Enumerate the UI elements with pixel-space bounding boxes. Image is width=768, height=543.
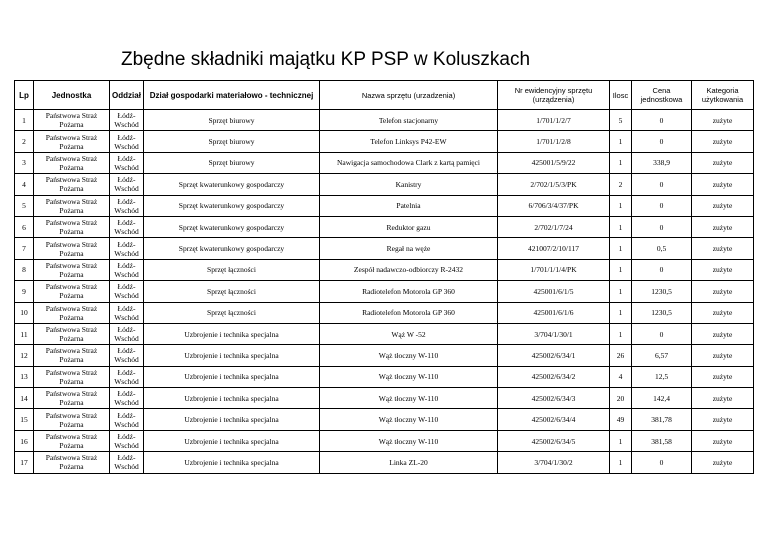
cell-department: Sprzęt kwaterunkowy gospodarczy: [144, 195, 320, 216]
cell-quantity: 5: [610, 110, 632, 131]
cell-branch: Łódź-Wschód: [110, 174, 144, 195]
cell-department: Sprzęt kwaterunkowy gospodarczy: [144, 238, 320, 259]
cell-lp: 5: [15, 195, 34, 216]
cell-lp: 16: [15, 430, 34, 451]
col-header-unit: Jednostka: [34, 81, 110, 110]
col-header-inventory-number: Nr ewidencyjny sprzętu (urządzenia): [498, 81, 610, 110]
cell-quantity: 1: [610, 302, 632, 323]
cell-quantity: 1: [610, 238, 632, 259]
table-row: [15, 302, 754, 323]
cell-equipment-name: Wąż tłoczny W-110: [320, 388, 498, 409]
cell-unit: Państwowa Straż Pożarna: [34, 110, 110, 131]
col-header-quantity: Ilosc: [610, 81, 632, 110]
cell-lp: 7: [15, 238, 34, 259]
cell-category: zużyte: [692, 174, 754, 195]
cell-unit: Państwowa Straż Pożarna: [34, 430, 110, 451]
table-row: [15, 152, 754, 173]
cell-lp: 12: [15, 345, 34, 366]
cell-equipment-name: Nawigacja samochodowa Clark z kartą pamięci: [320, 152, 498, 173]
table-row: [15, 238, 754, 259]
cell-inventory-number: 425002/6/34/5: [498, 430, 610, 451]
cell-equipment-name: Wąż tłoczny W-110: [320, 366, 498, 387]
cell-unit-price: 0: [632, 110, 692, 131]
cell-unit: Państwowa Straż Pożarna: [34, 388, 110, 409]
cell-unit-price: 6,57: [632, 345, 692, 366]
cell-unit: Państwowa Straż Pożarna: [34, 366, 110, 387]
cell-unit-price: 142,4: [632, 388, 692, 409]
table-row: [15, 259, 754, 280]
cell-unit: Państwowa Straż Pożarna: [34, 216, 110, 237]
cell-equipment-name: Telefon stacjonarny: [320, 110, 498, 131]
cell-equipment-name: Wąż W -52: [320, 323, 498, 344]
cell-branch: Łódź-Wschód: [110, 302, 144, 323]
cell-inventory-number: 6/706/3/4/37/PK: [498, 195, 610, 216]
cell-inventory-number: 425002/6/34/1: [498, 345, 610, 366]
cell-unit-price: 381,78: [632, 409, 692, 430]
cell-category: zużyte: [692, 131, 754, 152]
cell-equipment-name: Regał na węże: [320, 238, 498, 259]
cell-unit-price: 0: [632, 452, 692, 473]
cell-lp: 9: [15, 281, 34, 302]
cell-quantity: 1: [610, 152, 632, 173]
cell-department: Uzbrojenie i technika specjalna: [144, 345, 320, 366]
cell-lp: 8: [15, 259, 34, 280]
cell-inventory-number: 1/701/1/2/7: [498, 110, 610, 131]
cell-equipment-name: Zespół nadawczo-odbiorczy R-2432: [320, 259, 498, 280]
cell-unit-price: 12,5: [632, 366, 692, 387]
cell-equipment-name: Wąż tłoczny W-110: [320, 430, 498, 451]
cell-equipment-name: Linka ZL-20: [320, 452, 498, 473]
cell-unit-price: 0: [632, 216, 692, 237]
cell-department: Uzbrojenie i technika specjalna: [144, 323, 320, 344]
cell-lp: 14: [15, 388, 34, 409]
cell-unit-price: 0: [632, 174, 692, 195]
cell-category: zużyte: [692, 238, 754, 259]
cell-quantity: 2: [610, 174, 632, 195]
cell-category: zużyte: [692, 152, 754, 173]
col-header-unit-price: Cena jednostkowa: [632, 81, 692, 110]
cell-unit: Państwowa Straż Pożarna: [34, 409, 110, 430]
cell-branch: Łódź-Wschód: [110, 195, 144, 216]
cell-department: Sprzęt biurowy: [144, 110, 320, 131]
cell-lp: 3: [15, 152, 34, 173]
assets-table: [14, 80, 754, 474]
cell-quantity: 20: [610, 388, 632, 409]
cell-inventory-number: 1/701/1/1/4/PK: [498, 259, 610, 280]
cell-department: Uzbrojenie i technika specjalna: [144, 452, 320, 473]
cell-equipment-name: Kanistry: [320, 174, 498, 195]
cell-equipment-name: Patelnia: [320, 195, 498, 216]
cell-inventory-number: 425001/5/9/22: [498, 152, 610, 173]
table-row: [15, 345, 754, 366]
cell-unit: Państwowa Straż Pożarna: [34, 452, 110, 473]
cell-inventory-number: 3/704/1/30/2: [498, 452, 610, 473]
cell-branch: Łódź-Wschód: [110, 238, 144, 259]
cell-branch: Łódź-Wschód: [110, 152, 144, 173]
table-row: [15, 366, 754, 387]
cell-unit: Państwowa Straż Pożarna: [34, 345, 110, 366]
cell-equipment-name: Reduktor gazu: [320, 216, 498, 237]
cell-unit: Państwowa Straż Pożarna: [34, 281, 110, 302]
table-row: [15, 281, 754, 302]
cell-inventory-number: 2/702/1/7/24: [498, 216, 610, 237]
table-row: [15, 174, 754, 195]
cell-branch: Łódź-Wschód: [110, 345, 144, 366]
cell-department: Uzbrojenie i technika specjalna: [144, 366, 320, 387]
col-header-department: Dział gospodarki materiałowo - technicznej: [144, 81, 320, 110]
table-row: [15, 388, 754, 409]
cell-quantity: 1: [610, 216, 632, 237]
cell-department: Sprzęt łączności: [144, 259, 320, 280]
cell-unit: Państwowa Straż Pożarna: [34, 174, 110, 195]
cell-inventory-number: 421007/2/10/117: [498, 238, 610, 259]
cell-department: Sprzęt łączności: [144, 281, 320, 302]
cell-unit-price: 1230,5: [632, 302, 692, 323]
cell-category: zużyte: [692, 195, 754, 216]
col-header-lp: Lp: [15, 81, 34, 110]
cell-unit: Państwowa Straż Pożarna: [34, 259, 110, 280]
col-header-branch: Oddział: [110, 81, 144, 110]
table-row: [15, 216, 754, 237]
cell-department: Sprzęt biurowy: [144, 131, 320, 152]
cell-category: zużyte: [692, 409, 754, 430]
cell-unit-price: 338,9: [632, 152, 692, 173]
table-row: [15, 452, 754, 473]
cell-quantity: 26: [610, 345, 632, 366]
table-header-row: [15, 81, 754, 110]
table-row: [15, 430, 754, 451]
table-row: [15, 323, 754, 344]
cell-unit: Państwowa Straż Pożarna: [34, 131, 110, 152]
cell-branch: Łódź-Wschód: [110, 388, 144, 409]
cell-unit-price: 0: [632, 195, 692, 216]
cell-department: Sprzęt kwaterunkowy gospodarczy: [144, 216, 320, 237]
cell-lp: 15: [15, 409, 34, 430]
cell-inventory-number: 425002/6/34/3: [498, 388, 610, 409]
cell-category: zużyte: [692, 388, 754, 409]
cell-branch: Łódź-Wschód: [110, 366, 144, 387]
cell-inventory-number: 425001/6/1/5: [498, 281, 610, 302]
cell-unit-price: 0,5: [632, 238, 692, 259]
cell-inventory-number: 425001/6/1/6: [498, 302, 610, 323]
cell-category: zużyte: [692, 216, 754, 237]
cell-category: zużyte: [692, 281, 754, 302]
cell-lp: 17: [15, 452, 34, 473]
cell-quantity: 1: [610, 281, 632, 302]
cell-branch: Łódź-Wschód: [110, 131, 144, 152]
cell-unit-price: 0: [632, 131, 692, 152]
cell-unit: Państwowa Straż Pożarna: [34, 323, 110, 344]
cell-quantity: 4: [610, 366, 632, 387]
cell-lp: 2: [15, 131, 34, 152]
cell-category: zużyte: [692, 366, 754, 387]
col-header-name: Nazwa sprzętu (urzadzenia): [320, 81, 498, 110]
cell-quantity: 1: [610, 430, 632, 451]
cell-equipment-name: Wąż tłoczny W-110: [320, 345, 498, 366]
cell-inventory-number: 425002/6/34/4: [498, 409, 610, 430]
col-header-category: Kategoria użytkowania: [692, 81, 754, 110]
cell-equipment-name: Telefon Linksys P42-EW: [320, 131, 498, 152]
cell-department: Uzbrojenie i technika specjalna: [144, 430, 320, 451]
table-row: [15, 110, 754, 131]
cell-branch: Łódź-Wschód: [110, 452, 144, 473]
cell-category: zużyte: [692, 345, 754, 366]
cell-inventory-number: 425002/6/34/2: [498, 366, 610, 387]
cell-quantity: 49: [610, 409, 632, 430]
cell-unit-price: 1230,5: [632, 281, 692, 302]
cell-unit: Państwowa Straż Pożarna: [34, 195, 110, 216]
cell-lp: 4: [15, 174, 34, 195]
cell-department: Uzbrojenie i technika specjalna: [144, 409, 320, 430]
cell-unit: Państwowa Straż Pożarna: [34, 302, 110, 323]
cell-unit-price: 381,58: [632, 430, 692, 451]
cell-branch: Łódź-Wschód: [110, 409, 144, 430]
cell-unit: Państwowa Straż Pożarna: [34, 152, 110, 173]
cell-lp: 13: [15, 366, 34, 387]
cell-department: Uzbrojenie i technika specjalna: [144, 388, 320, 409]
table-row: [15, 195, 754, 216]
cell-equipment-name: Wąż tłoczny W-110: [320, 409, 498, 430]
cell-quantity: 1: [610, 452, 632, 473]
cell-quantity: 1: [610, 323, 632, 344]
cell-branch: Łódź-Wschód: [110, 281, 144, 302]
cell-quantity: 1: [610, 259, 632, 280]
cell-inventory-number: 2/702/1/5/3/PK: [498, 174, 610, 195]
cell-category: zużyte: [692, 452, 754, 473]
cell-quantity: 1: [610, 131, 632, 152]
cell-lp: 11: [15, 323, 34, 344]
cell-lp: 1: [15, 110, 34, 131]
cell-branch: Łódź-Wschód: [110, 216, 144, 237]
cell-equipment-name: Radiotelefon Motorola GP 360: [320, 281, 498, 302]
cell-unit-price: 0: [632, 259, 692, 280]
cell-unit: Państwowa Straż Pożarna: [34, 238, 110, 259]
cell-quantity: 1: [610, 195, 632, 216]
cell-branch: Łódź-Wschód: [110, 323, 144, 344]
cell-unit-price: 0: [632, 323, 692, 344]
table-row: [15, 409, 754, 430]
cell-department: Sprzęt kwaterunkowy gospodarczy: [144, 174, 320, 195]
cell-branch: Łódź-Wschód: [110, 430, 144, 451]
cell-inventory-number: 3/704/1/30/1: [498, 323, 610, 344]
cell-category: zużyte: [692, 110, 754, 131]
cell-equipment-name: Radiotelefon Motorola GP 360: [320, 302, 498, 323]
cell-department: Sprzęt łączności: [144, 302, 320, 323]
cell-category: zużyte: [692, 259, 754, 280]
page-title: Zbędne składniki majątku KP PSP w Koluszkach: [121, 49, 531, 70]
cell-branch: Łódź-Wschód: [110, 110, 144, 131]
cell-department: Sprzęt biurowy: [144, 152, 320, 173]
cell-lp: 10: [15, 302, 34, 323]
table-row: [15, 131, 754, 152]
cell-inventory-number: 1/701/1/2/8: [498, 131, 610, 152]
cell-lp: 6: [15, 216, 34, 237]
cell-category: zużyte: [692, 302, 754, 323]
cell-category: zużyte: [692, 323, 754, 344]
cell-category: zużyte: [692, 430, 754, 451]
cell-branch: Łódź-Wschód: [110, 259, 144, 280]
